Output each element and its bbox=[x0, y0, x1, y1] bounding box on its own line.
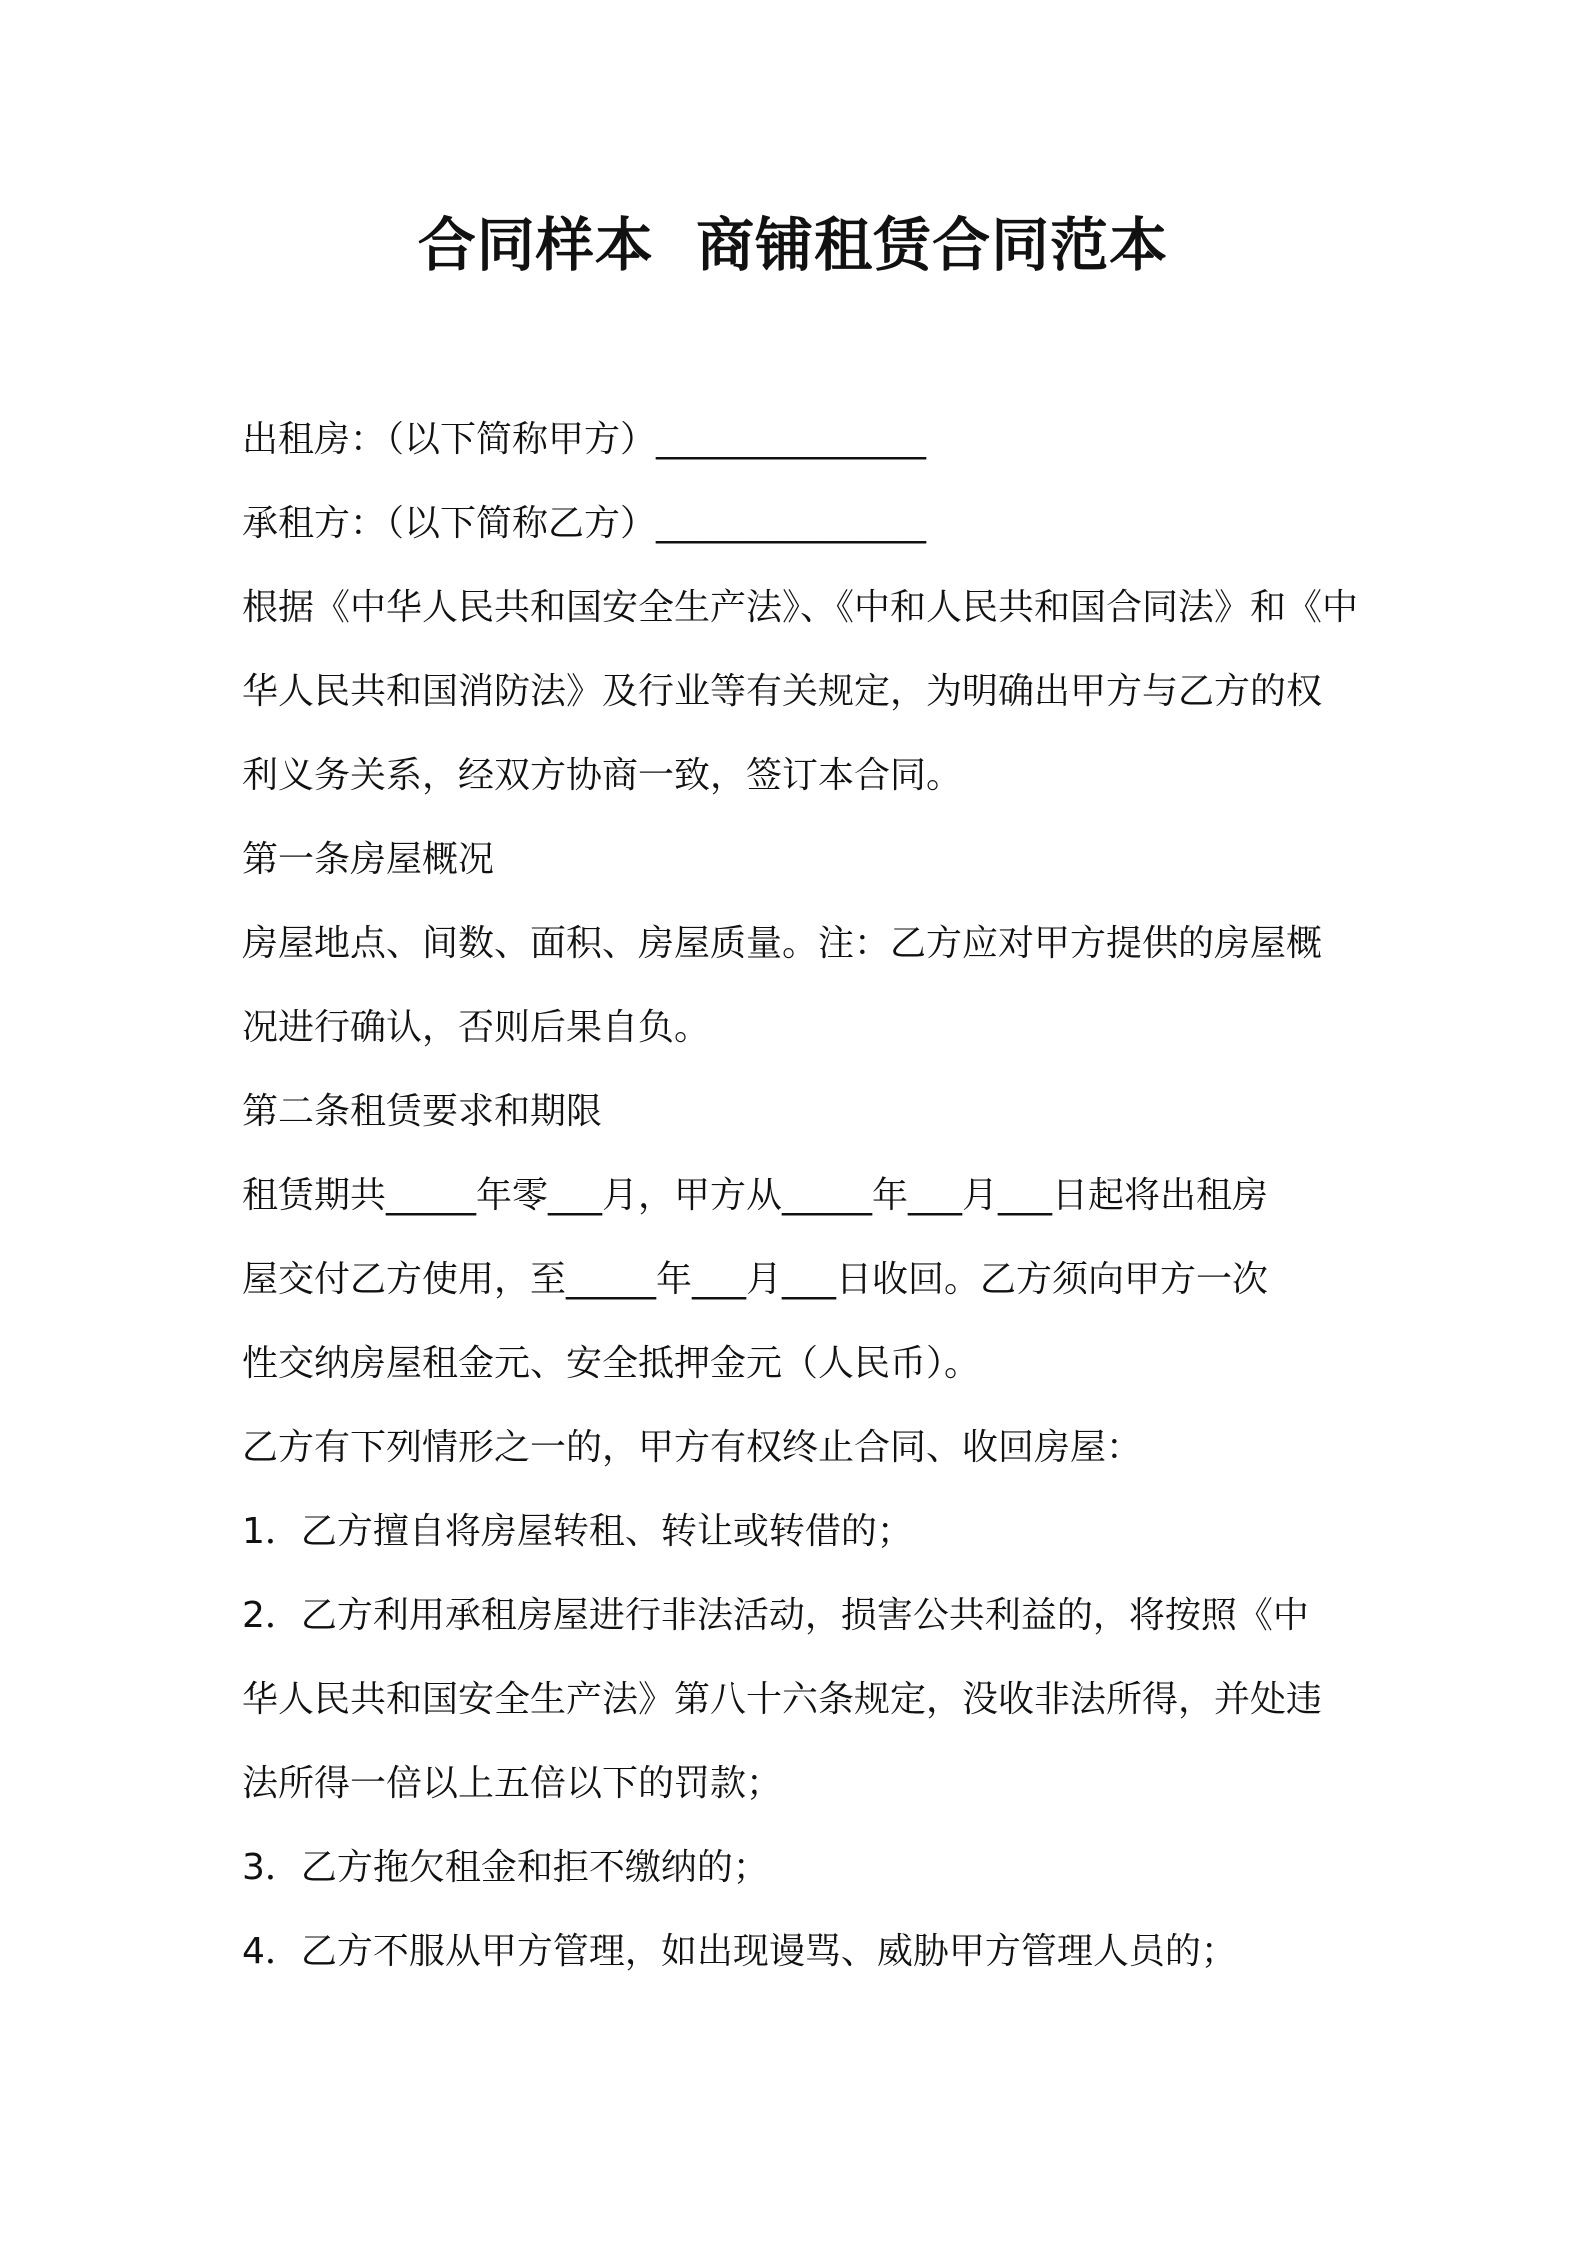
article-1-line-2: 况进行确认，否则后果自负。 bbox=[242, 1007, 711, 1048]
article-1-line-1: 房屋地点、间数、面积、房屋质量。注：乙方应对甲方提供的房屋概 bbox=[242, 923, 1323, 964]
article-2-line-2: 屋交付乙方使用，至_____年___月___日收回。乙方须向甲方一次 bbox=[242, 1259, 1269, 1300]
article-1-heading: 第一条房屋概况 bbox=[242, 839, 495, 880]
article-2-heading: 第二条租赁要求和期限 bbox=[242, 1091, 603, 1132]
document-title: 合同样本 商铺租赁合同范本 bbox=[417, 211, 1169, 279]
document-body bbox=[242, 398, 1362, 1994]
preamble-line-2: 华人民共和国消防法》及行业等有关规定，为明确出甲方与乙方的权 bbox=[242, 671, 1323, 712]
line-lessee: 承租方：（以下简称乙方）_______________ bbox=[242, 503, 927, 544]
preamble-line-1: 根据《中华人民共和国安全生产法》、《中和人民共和国合同法》和《中 bbox=[242, 587, 1359, 628]
termination-item-4: 4．乙方不服从甲方管理，如出现谩骂、威胁甲方管理人员的； bbox=[242, 1931, 1237, 1972]
termination-item-3: 3．乙方拖欠租金和拒不缴纳的； bbox=[242, 1847, 769, 1888]
article-2-line-3: 性交纳房屋租金元、安全抵押金元（人民币）。 bbox=[242, 1343, 981, 1384]
termination-item-2-line-2: 华人民共和国安全生产法》第八十六条规定，没收非法所得，并处违 bbox=[242, 1679, 1323, 1720]
preamble-line-3: 利义务关系，经双方协商一致，签订本合同。 bbox=[242, 755, 963, 796]
termination-item-2-line-1: 2．乙方利用承租房屋进行非法活动，损害公共利益的，将按照《中 bbox=[242, 1595, 1309, 1636]
termination-item-2-line-3: 法所得一倍以上五倍以下的罚款； bbox=[242, 1763, 783, 1804]
termination-intro: 乙方有下列情形之一的，甲方有权终止合同、收回房屋： bbox=[242, 1427, 1143, 1468]
article-2-line-1: 租赁期共_____年零___月，甲方从_____年___月___日起将出租房 bbox=[242, 1175, 1269, 1216]
line-lessor: 出租房：（以下简称甲方）_______________ bbox=[242, 419, 927, 460]
termination-item-1: 1．乙方擅自将房屋转租、转让或转借的； bbox=[242, 1511, 913, 1552]
